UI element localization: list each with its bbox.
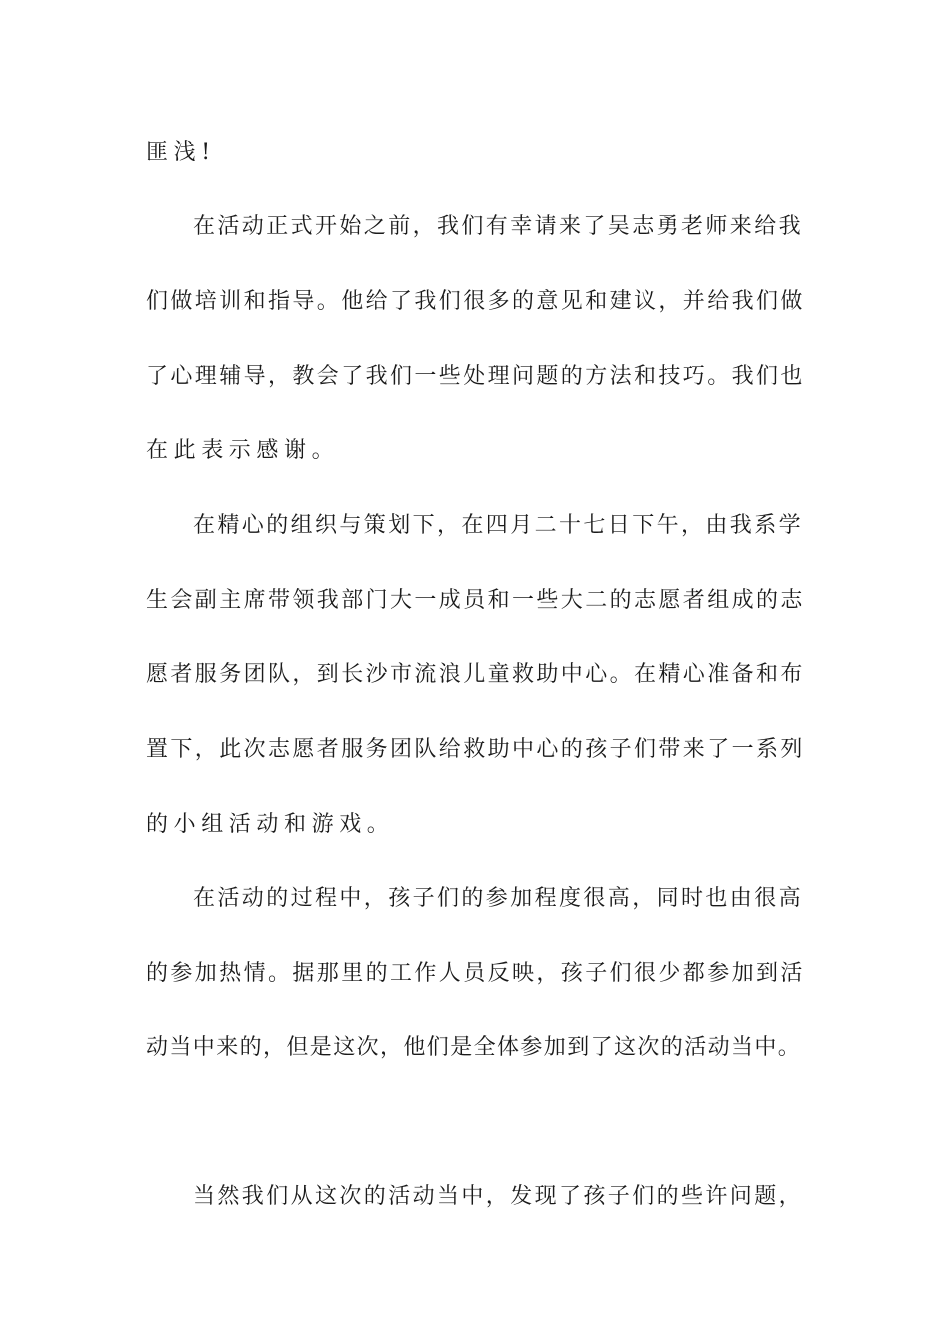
paragraph-first-line: 在活动的过程中，孩子们的参加程度很高，同时也由很高 xyxy=(193,886,804,911)
paragraph-first-line: 在精心的组织与策划下，在四月二十七日下午，由我系学 xyxy=(193,513,804,538)
text-line: 在此表示感谢。 xyxy=(146,438,340,463)
text-line: 的参加热情。据那里的工作人员反映，孩子们很少都参加到活 xyxy=(146,961,805,986)
text-line: 动当中来的，但是这次，他们是全体参加到了这次的活动当中。 xyxy=(146,1035,802,1060)
text-line: 生会副主席带领我部门大一成员和一些大二的志愿者组成的志 xyxy=(146,588,805,613)
text-line: 愿者服务团队，到长沙市流浪儿童救助中心。在精心准备和布 xyxy=(146,662,805,687)
text-line: 了心理辅导，教会了我们一些处理问题的方法和技巧。我们也 xyxy=(146,364,805,389)
text-line: 匪浅! xyxy=(146,140,216,165)
text-line: 们做培训和指导。他给了我们很多的意见和建议，并给我们做 xyxy=(146,289,805,314)
text-line: 置下，此次志愿者服务团队给救助中心的孩子们带来了一系列 xyxy=(146,737,805,762)
text-line: 的小组活动和游戏。 xyxy=(146,812,395,837)
paragraph-first-line: 当然我们从这次的活动当中，发现了孩子们的些许问题， xyxy=(193,1184,804,1209)
paragraph-first-line: 在活动正式开始之前，我们有幸请来了吴志勇老师来给我 xyxy=(193,214,804,239)
